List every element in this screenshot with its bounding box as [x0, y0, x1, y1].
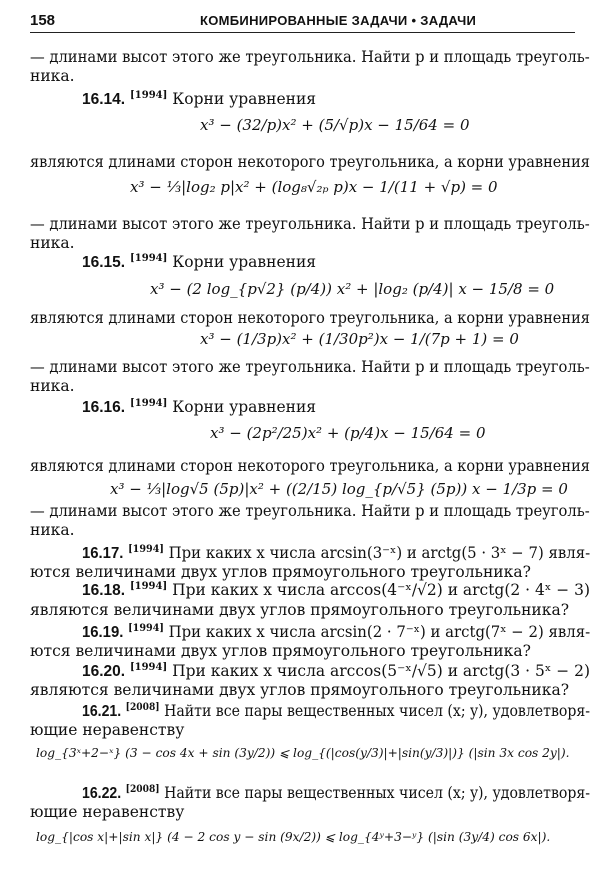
- equation: x³ − (2 log_{p√2} (p/4)) x² + |log₂ (p/4)| x − 15/8 = 0: [150, 280, 555, 298]
- problem-number: 16.19.: [82, 624, 124, 642]
- problem-16-22-heading: [82, 784, 590, 803]
- problem-year: [1994]: [128, 544, 164, 555]
- problem-text: Корни уравнения: [172, 253, 317, 272]
- text-line: ются величинами двух углов прямоугольного треугольника?: [30, 642, 531, 660]
- equation: x³ − (32/p)x² + (5/√p)x − 15/64 = 0: [200, 116, 470, 134]
- text-line: ющие неравенству: [30, 721, 185, 739]
- problem-text: Найти все пары вещественных чисел (x; y), удовлетворя-: [164, 702, 591, 721]
- problem-number: 16.18.: [82, 582, 126, 600]
- text-line: являются длинами сторон некоторого треугольника, а корни уравнения: [30, 153, 590, 171]
- problem-number: 16.14.: [82, 91, 126, 109]
- text-line: ющие неравенству: [30, 803, 185, 821]
- page-number: 158: [30, 12, 56, 29]
- problem-16-19-heading: [82, 623, 590, 642]
- problem-year: [1994]: [130, 398, 168, 409]
- problem-number: 16.20.: [82, 663, 126, 681]
- chapter-title: КОМБИНИРОВАННЫЕ ЗАДАЧИ • ЗАДАЧИ: [200, 13, 477, 28]
- problem-year: [1994]: [129, 581, 168, 592]
- problem-16-14-heading: [82, 90, 316, 109]
- text-line: являются длинами сторон некоторого треугольника, а корни уравнения: [30, 309, 590, 327]
- text-line: — длинами высот этого же треугольника. Найти p и площадь треуголь-: [30, 48, 590, 66]
- problem-text: При каких x числа arccos(5⁻ˣ/√5) и arctg(3 · 5ˣ − 2): [172, 662, 591, 681]
- problem-year: [1994]: [130, 253, 168, 264]
- problem-year: [1994]: [130, 90, 168, 101]
- text-line: — длинами высот этого же треугольника. Найти p и площадь треуголь-: [30, 358, 590, 376]
- problem-year: [1994]: [129, 662, 168, 673]
- inequality: log_{3ˣ+2−ˣ} (3 − cos 4x + sin (3y/2)) ⩽ log_{(|cos(y/3)|+|sin(y/3)|)} (|sin 3x cos 2y|).: [36, 746, 570, 760]
- text-line: ника.: [30, 521, 75, 539]
- problem-year: [1994]: [128, 623, 164, 634]
- problem-text: Найти все пары вещественных чисел (x; y), удовлетворя-: [164, 784, 591, 803]
- equation: x³ − (1/3p)x² + (1/30p²)x − 1/(7p + 1) = 0: [200, 330, 519, 348]
- equation: x³ − ⅓|log√5 (5p)|x² + ((2/15) log_{p/√5} (5p)) x − 1/3p = 0: [110, 480, 568, 498]
- equation: x³ − ⅓|log₂ p|x² + (log₈√₂ₚ p)x − 1/(11 + √p) = 0: [130, 178, 498, 196]
- text-line: ника.: [30, 377, 75, 395]
- problem-16-16-heading: [82, 398, 316, 417]
- equation: x³ − (2p²/25)x² + (p/4)x − 15/64 = 0: [210, 424, 486, 442]
- text-line: ника.: [30, 67, 75, 85]
- problem-number: 16.17.: [82, 545, 124, 563]
- problem-number: 16.22.: [82, 785, 122, 803]
- problem-text: При каких x числа arcsin(3⁻ˣ) и arctg(5 · 3ˣ − 7) явля-: [168, 544, 591, 563]
- problem-text: При каких x числа arccos(4⁻ˣ/√2) и arctg(2 · 4ˣ − 3): [172, 581, 591, 600]
- problem-number: 16.15.: [82, 254, 126, 272]
- problem-text: Корни уравнения: [172, 90, 317, 109]
- problem-year: [2008]: [125, 702, 160, 713]
- problem-16-18-heading: [82, 581, 590, 600]
- problem-number: 16.21.: [82, 703, 122, 721]
- problem-year: [2008]: [125, 784, 160, 795]
- text-line: являются величинами двух углов прямоугольного треугольника?: [30, 601, 570, 619]
- text-line: являются величинами двух углов прямоугольного треугольника?: [30, 681, 570, 699]
- text-line: — длинами высот этого же треугольника. Найти p и площадь треуголь-: [30, 215, 590, 233]
- problem-text: При каких x числа arcsin(2 · 7⁻ˣ) и arctg(7ˣ − 2) явля-: [168, 623, 591, 642]
- text-line: ются величинами двух углов прямоугольного треугольника?: [30, 563, 531, 581]
- text-line: ника.: [30, 234, 75, 252]
- text-line: — длинами высот этого же треугольника. Найти p и площадь треуголь-: [30, 502, 590, 520]
- text-line: являются длинами сторон некоторого треугольника, а корни уравнения: [30, 457, 590, 475]
- problem-text: Корни уравнения: [172, 398, 317, 417]
- running-header: [30, 10, 575, 33]
- problem-16-20-heading: [82, 662, 590, 681]
- problem-16-17-heading: [82, 544, 590, 563]
- inequality: log_{|cos x|+|sin x|} (4 − 2 cos y − sin (9x/2)) ⩽ log_{4ʸ+3−ʸ} (|sin (3y/4) cos 6x|).: [36, 830, 551, 844]
- problem-16-15-heading: [82, 253, 316, 272]
- problem-16-21-heading: [82, 702, 590, 721]
- problem-number: 16.16.: [82, 399, 126, 417]
